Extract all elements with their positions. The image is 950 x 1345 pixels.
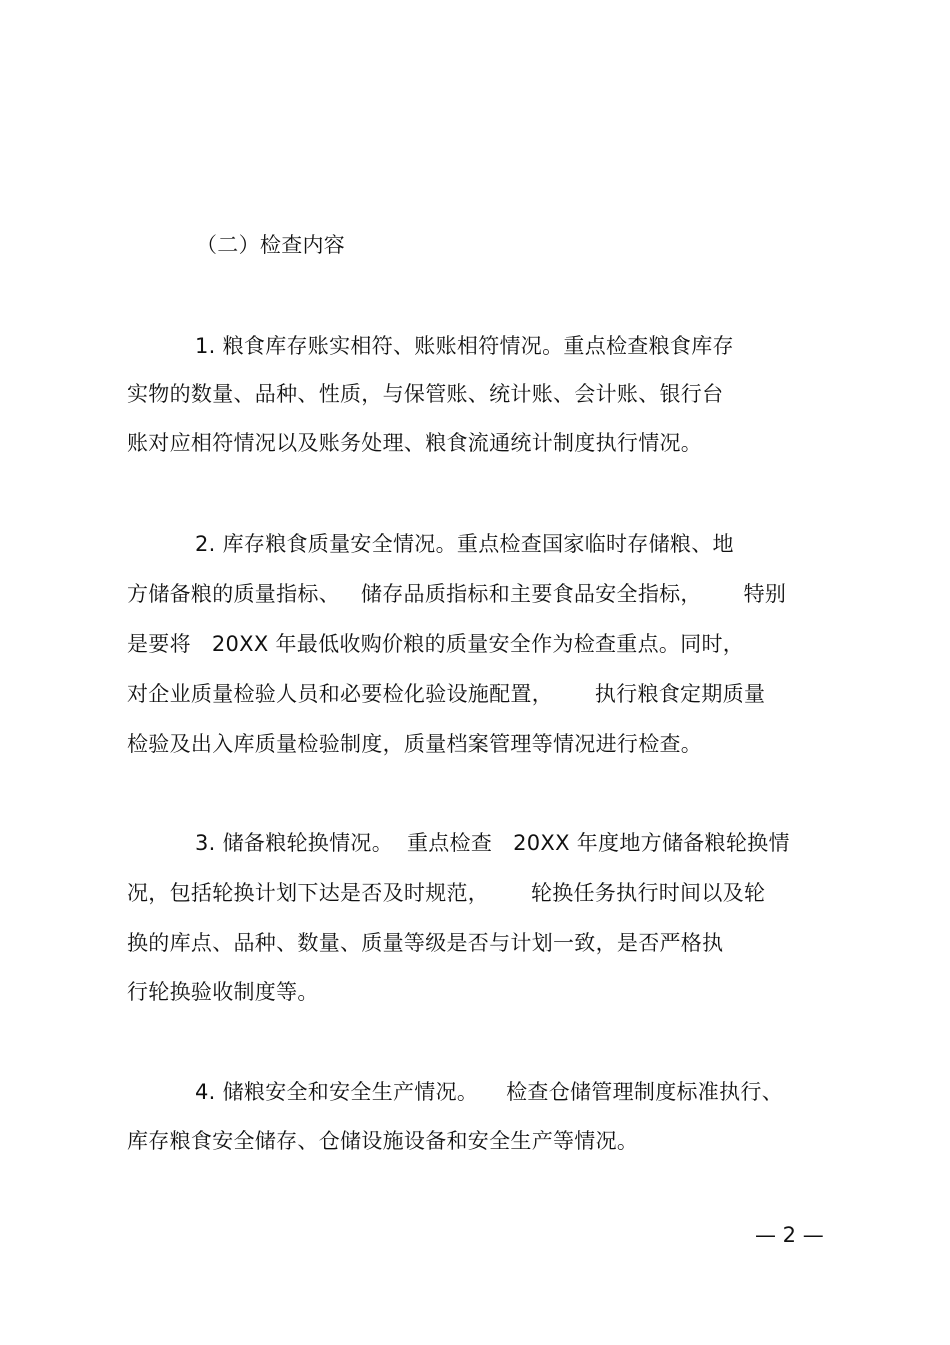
paragraph-line: 库存粮食安全储存、仓储设施设备和安全生产等情况。	[127, 1129, 639, 1153]
paragraph-line: 换的库点、品种、数量、质量等级是否与计划一致，是否严格执	[127, 931, 724, 955]
paragraph-line: 检验及出入库质量检验制度，质量档案管理等情况进行检查。	[127, 732, 703, 756]
paragraph-line: 方储备粮的质量指标、 储存品质指标和主要食品安全指标， 特别	[127, 582, 787, 606]
page-number: — 2 —	[755, 1223, 824, 1247]
paragraph-line: 2. 库存粮食质量安全情况。重点检查国家临时存储粮、地	[195, 532, 734, 556]
section-heading: （二）检查内容	[196, 233, 346, 257]
paragraph-line: 对企业质量检验人员和必要检化验设施配置， 执行粮食定期质量	[127, 682, 766, 706]
paragraph-line: 3. 储备粮轮换情况。 重点检查 20XX 年度地方储备粮轮换情	[195, 831, 790, 855]
paragraph-line: 实物的数量、品种、性质，与保管账、统计账、会计账、银行台	[127, 382, 724, 406]
paragraph-line: 账对应相符情况以及账务处理、粮食流通统计制度执行情况。	[127, 431, 703, 455]
paragraph-line: 况，包括轮换计划下达是否及时规范， 轮换任务执行时间以及轮	[127, 881, 766, 905]
paragraph-line: 行轮换验收制度等。	[127, 980, 319, 1004]
paragraph-line: 4. 储粮安全和安全生产情况。 检查仓储管理制度标准执行、	[195, 1080, 784, 1104]
paragraph-line: 是要将 20XX 年最低收购价粮的质量安全作为检查重点。同时，	[127, 632, 745, 656]
paragraph-line: 1. 粮食库存账实相符、账账相符情况。重点检查粮食库存	[195, 334, 734, 358]
